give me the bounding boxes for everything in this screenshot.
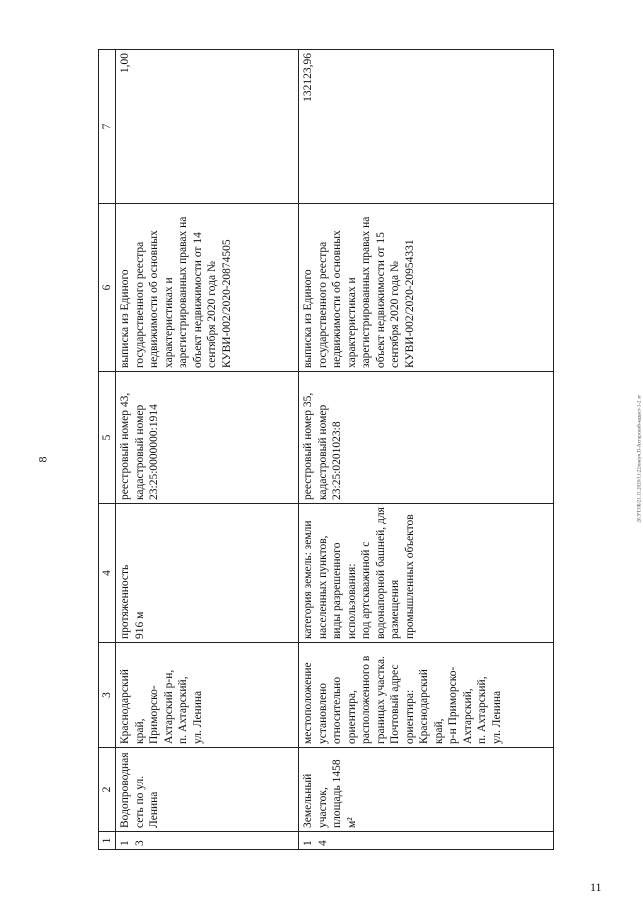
header-cell: 3 xyxy=(99,643,116,748)
row-number: 14 xyxy=(299,832,554,850)
header-cell: 5 xyxy=(99,372,116,504)
property-table xyxy=(98,49,554,850)
property-table-container xyxy=(98,50,568,850)
object-address: местоположение установлено относительно ориентира, расположенного в границах участка. Почтовый адрес ориентира: Краснодарский край, р-н Приморско-Ахтарский, п. Ахтарский, ул. Ленина xyxy=(299,643,554,748)
header-cell: 1 xyxy=(99,832,116,850)
table-header-row xyxy=(99,50,116,850)
object-description: категория земель: земли населенных пунктов, виды разрешенного использования: под артскважиной с водонапорной башней, для размещения промышленных объектов xyxy=(299,504,554,643)
object-document: выписка из Единого государственного реестра недвижимости об основных характеристиках и зарегистрированных правах на объект недвижимости от 14 сентября 2020 года № КУВИ-002/2020-20874505 xyxy=(116,204,299,372)
header-cell: 6 xyxy=(99,204,116,372)
table-row xyxy=(299,50,554,850)
table-row xyxy=(116,50,299,850)
object-value: 132123,96 xyxy=(299,50,554,204)
object-value: 1,00 xyxy=(116,50,299,204)
row-number: 13 xyxy=(116,832,299,850)
object-registry-number: реестровый номер 43, кадастровый номер 23:25:0000000:1914 xyxy=(116,372,299,504)
header-cell: 4 xyxy=(99,504,116,643)
corner-number: 11 xyxy=(590,880,602,894)
object-document: выписка из Единого государственного реестра недвижимости об основных характеристиках и зарегистрированных правах на объект недвижимости от 15 сентября 2020 года № КУВИ-002/2020-20954331 xyxy=(299,204,554,372)
header-cell: 2 xyxy=(99,748,116,832)
object-description: протяженность 916 м xyxy=(116,504,299,643)
page-number: 8 xyxy=(35,456,50,463)
file-stamp: 20.УТ.0Б/21.11.2020/11:22/внеуч.П-Ахтарский-кадаст-1-2 эт xyxy=(637,394,643,523)
object-address: Краснодарский край, Приморско-Ахтарский р-н, п. Ахтарский, ул. Ленина xyxy=(116,643,299,748)
object-name: Водопроводная сеть по ул. Ленина xyxy=(116,748,299,832)
object-name: Земельный участок, площадь 1458 м² xyxy=(299,748,554,832)
header-cell: 7 xyxy=(99,50,116,204)
object-registry-number: реестровый номер 35, кадастровый номер 23:25:0201023:8 xyxy=(299,372,554,504)
